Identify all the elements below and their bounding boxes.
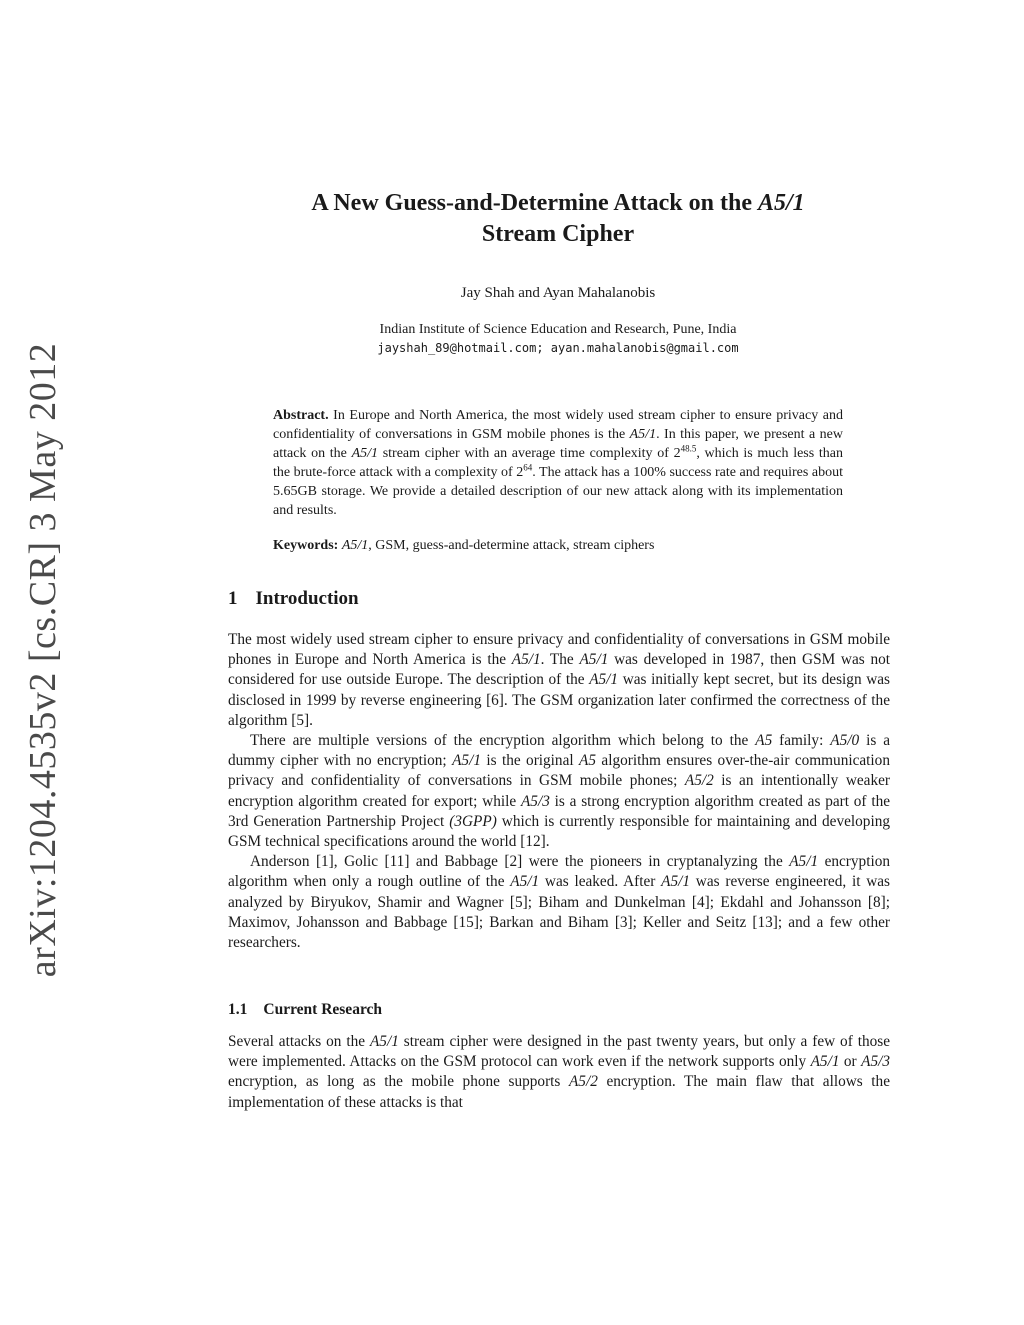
exponent: 64 [523, 462, 533, 473]
text: was initially kept secret, but its design was disclosed in 1999 by reverse engineering [6]. The GSM organization later confirmed the correctness of the algorithm [5]. [228, 671, 890, 729]
subsection-title: Current Research [263, 1001, 383, 1018]
text: Anderson [1], Golic [11] and Babbage [2] were the pioneers in cryptanalyzing the [250, 853, 790, 871]
text: There are multiple versions of the encryption algorithm which belong to the [250, 732, 756, 750]
introduction-body [228, 630, 890, 953]
abstract-label: Abstract. [273, 408, 329, 423]
text: stream cipher were designed in the past twenty years, but only a few of those were implemented. Attacks on the GSM protocol can work even if the network supports only [228, 1033, 890, 1071]
institute: Indian Institute of Science Education and Research, Pune, India [379, 322, 737, 337]
abstract-italic: A5/1 [351, 446, 379, 461]
italic: A5 [579, 752, 597, 770]
paragraph [228, 630, 890, 731]
exponent: 48.5 [680, 443, 697, 454]
italic: A5/1 [511, 651, 541, 669]
section-heading-introduction [228, 588, 359, 610]
abstract-italic: A5/1 [629, 427, 657, 442]
title-cipher-name: A5/1 [757, 190, 805, 216]
section-number: 1 [228, 588, 238, 609]
title-line2: Stream Cipher [481, 221, 635, 247]
text: which is currently responsible for maintaining and developing GSM technical specifications around the world [12]. [228, 812, 890, 851]
text: encryption. The main flaw that allows the implementation of these attacks is that [228, 1073, 890, 1111]
subsection-number: 1.1 [228, 1001, 248, 1018]
keywords-text: , GSM, guess-and-determine attack, stream ciphers [368, 538, 655, 553]
italic: A5/1 [510, 873, 540, 891]
italic: A5/1 [589, 671, 619, 689]
abstract [273, 406, 843, 520]
italic: A5 [755, 732, 773, 750]
paragraph [228, 852, 890, 953]
text: was reverse engineered, it was analyzed by Biryukov, Shamir and Wagner [5]; Biham and Dunkelman [4]; Ekdahl and Johansson [8]; Maximov, Johansson and Babbage [15]; Barkan and Biham [3]; Keller and Seitz [13]; and a few other researchers. [228, 873, 890, 952]
italic: A5/2 [568, 1073, 598, 1091]
italic: A5/1 [810, 1053, 840, 1071]
subsection-heading-current-research [228, 1001, 382, 1019]
text: . The [540, 651, 580, 669]
authors: Jay Shah and Ayan Mahalanobis [460, 285, 656, 301]
italic: A5/1 [369, 1033, 399, 1050]
italic: A5/1 [789, 853, 819, 871]
paper-title [228, 188, 888, 250]
arxiv-identifier: arXiv:1204.4535v2 [cs.CR] 3 May 2012 [22, 342, 65, 978]
italic: (3GPP) [449, 812, 497, 830]
text: algorithm ensures over-the-air communication privacy and confidentiality of conversations in GSM mobile phones; [228, 752, 890, 790]
keywords [273, 536, 843, 555]
text: Several attacks on the [228, 1033, 370, 1050]
paragraph [228, 1032, 890, 1113]
email-addresses: jayshah_89@hotmail.com; ayan.mahalanobis@gmail.com [377, 341, 739, 355]
text: is a dummy cipher with no encryption; [228, 732, 890, 770]
abstract-text: stream cipher with an average time complexity of 2 [378, 446, 681, 461]
title-line1: A New Guess-and-Determine Attack on the [311, 190, 758, 216]
keyword-italic: A5/1 [341, 538, 369, 553]
keywords-label: Keywords: [273, 538, 339, 553]
abstract-text: . In this paper, we present a new attack on the [273, 427, 843, 461]
italic: A5/1 [579, 651, 609, 669]
arxiv-sidebar [20, 342, 66, 978]
abstract-text: In Europe and North America, the most widely used stream cipher to ensure privacy and confidentiality of conversations in GSM mobile phones is the [273, 408, 843, 442]
text: was developed in 1987, then GSM was not considered for use outside Europe. The description of the [228, 651, 891, 689]
text: is the original [480, 752, 580, 770]
abstract-text: . The attack has a 100% success rate and requires about 5.65GB storage. We provide a detailed description of our new attack along with its implementation and results. [273, 465, 843, 518]
italic: A5/3 [861, 1053, 890, 1071]
text: family: [772, 732, 831, 750]
italic: A5/2 [684, 772, 714, 790]
text: was leaked. After [539, 873, 662, 891]
abstract-text: , which is much less than the brute-force attack with a complexity of 2 [273, 446, 843, 480]
italic: A5/1 [661, 873, 691, 891]
affiliation [228, 320, 888, 358]
text: is a strong encryption algorithm created as part of the 3rd Generation Partnership Project [228, 792, 891, 830]
italic: A5/3 [520, 792, 550, 810]
text: is an intentionally weaker encryption algorithm created for export; while [228, 772, 891, 810]
section-title: Introduction [255, 588, 359, 609]
text: encryption algorithm when only a rough outline of the [228, 853, 890, 891]
italic: A5/0 [830, 732, 860, 750]
text: encryption, as long as the mobile phone supports [228, 1073, 569, 1091]
text: The most widely used stream cipher to ensure privacy and confidentiality of conversations in GSM mobile phones in Europe and North America is the [228, 631, 890, 669]
paragraph [228, 731, 890, 852]
text: or [839, 1053, 862, 1071]
current-research-body [228, 1032, 890, 1113]
italic: A5/1 [452, 752, 481, 770]
